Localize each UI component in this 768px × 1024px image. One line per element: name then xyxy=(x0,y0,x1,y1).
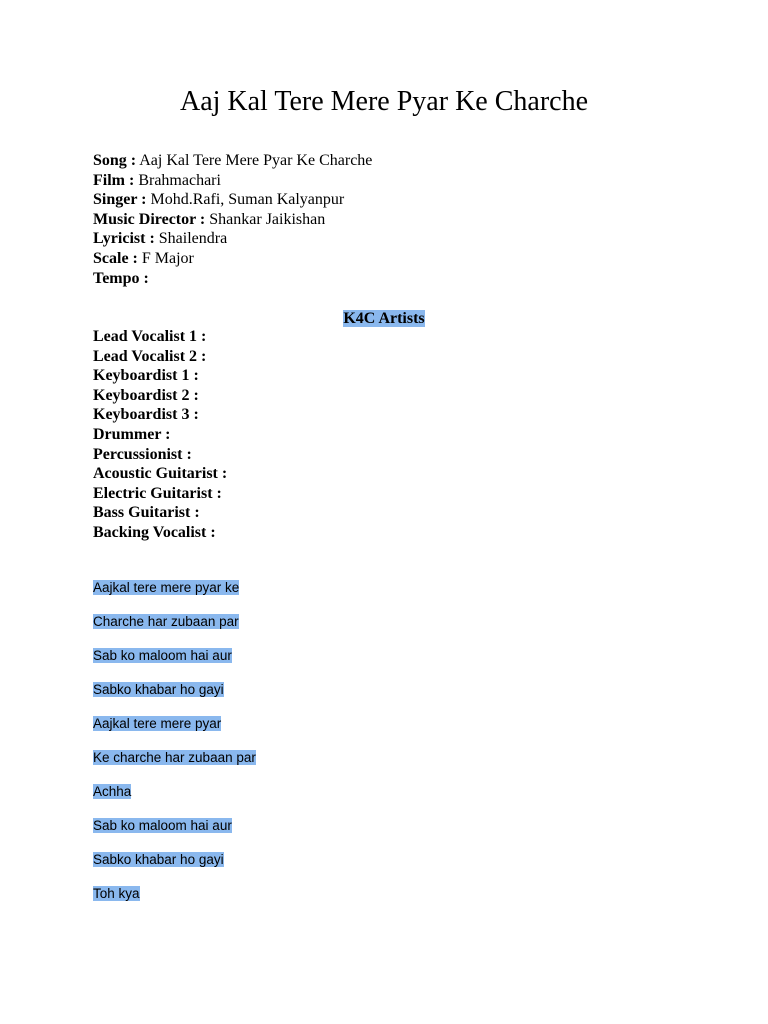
lyric-text: Toh kya xyxy=(93,886,140,901)
artist-row: Keyboardist 1 : xyxy=(93,367,199,385)
artists-heading xyxy=(0,309,768,328)
lyric-line xyxy=(93,647,256,681)
artist-row: Lead Vocalist 2 : xyxy=(93,347,207,365)
lyric-text: Sab ko maloom hai aur xyxy=(93,648,232,663)
lyric-line xyxy=(93,715,256,749)
meta-label: Music Director : xyxy=(93,210,206,228)
meta-value: Shailendra xyxy=(154,230,228,248)
lyric-text: Achha xyxy=(93,784,132,799)
artist-list xyxy=(93,327,227,543)
lyric-line xyxy=(93,851,256,885)
meta-row-music-director xyxy=(93,210,372,230)
lyric-line xyxy=(93,613,256,647)
lyric-text: Aajkal tere mere pyar xyxy=(93,716,222,731)
meta-row-song xyxy=(93,151,372,171)
document-title: Aaj Kal Tere Mere Pyar Ke Charche xyxy=(179,86,588,117)
lyric-line xyxy=(93,817,256,851)
meta-label: Singer : xyxy=(93,191,147,209)
meta-label: Lyricist : xyxy=(93,230,155,248)
artist-row: Bass Guitarist : xyxy=(93,504,200,522)
meta-value: Mohd.Rafi, Suman Kalyanpur xyxy=(146,191,345,209)
lyric-line xyxy=(93,885,256,919)
lyric-text: Sabko khabar ho gayi xyxy=(93,852,224,867)
lyric-text: Aajkal tere mere pyar ke xyxy=(93,580,240,595)
meta-label: Song : xyxy=(93,152,137,169)
lyrics xyxy=(93,579,256,919)
artist-row: Acoustic Guitarist : xyxy=(93,465,228,483)
artist-row: Percussionist : xyxy=(93,445,192,463)
artist-row: Backing Vocalist : xyxy=(93,523,216,541)
lyric-text: Sab ko maloom hai aur xyxy=(93,818,232,833)
meta-label: Film : xyxy=(93,171,135,189)
lyric-line xyxy=(93,783,256,817)
artist-row: Keyboardist 3 : xyxy=(93,406,199,424)
artist-row: Lead Vocalist 1 : xyxy=(93,328,207,345)
lyric-text: Sabko khabar ho gayi xyxy=(93,682,224,697)
artist-row: Drummer : xyxy=(93,425,171,443)
lyric-line xyxy=(93,681,256,715)
meta-label: Scale : xyxy=(93,249,138,267)
meta-label: Tempo : xyxy=(93,269,149,287)
artists-heading-text: K4C Artists xyxy=(343,310,425,327)
meta-row-lyricist xyxy=(93,229,372,249)
meta-row-singer xyxy=(93,190,372,210)
artist-row: Keyboardist 2 : xyxy=(93,386,199,404)
meta-value: F Major xyxy=(137,249,194,267)
meta-row-tempo xyxy=(93,269,372,289)
lyric-line xyxy=(93,579,256,613)
meta-value: Aaj Kal Tere Mere Pyar Ke Charche xyxy=(136,152,373,169)
song-details xyxy=(93,151,372,288)
lyric-text: Charche har zubaan par xyxy=(93,614,239,629)
meta-value: Shankar Jaikishan xyxy=(205,210,326,228)
artist-row: Electric Guitarist : xyxy=(93,484,222,502)
meta-value: Brahmachari xyxy=(134,171,221,189)
lyric-text: Ke charche har zubaan par xyxy=(93,750,256,765)
meta-row-film xyxy=(93,171,372,191)
lyric-line xyxy=(93,749,256,783)
meta-row-scale xyxy=(93,249,372,269)
